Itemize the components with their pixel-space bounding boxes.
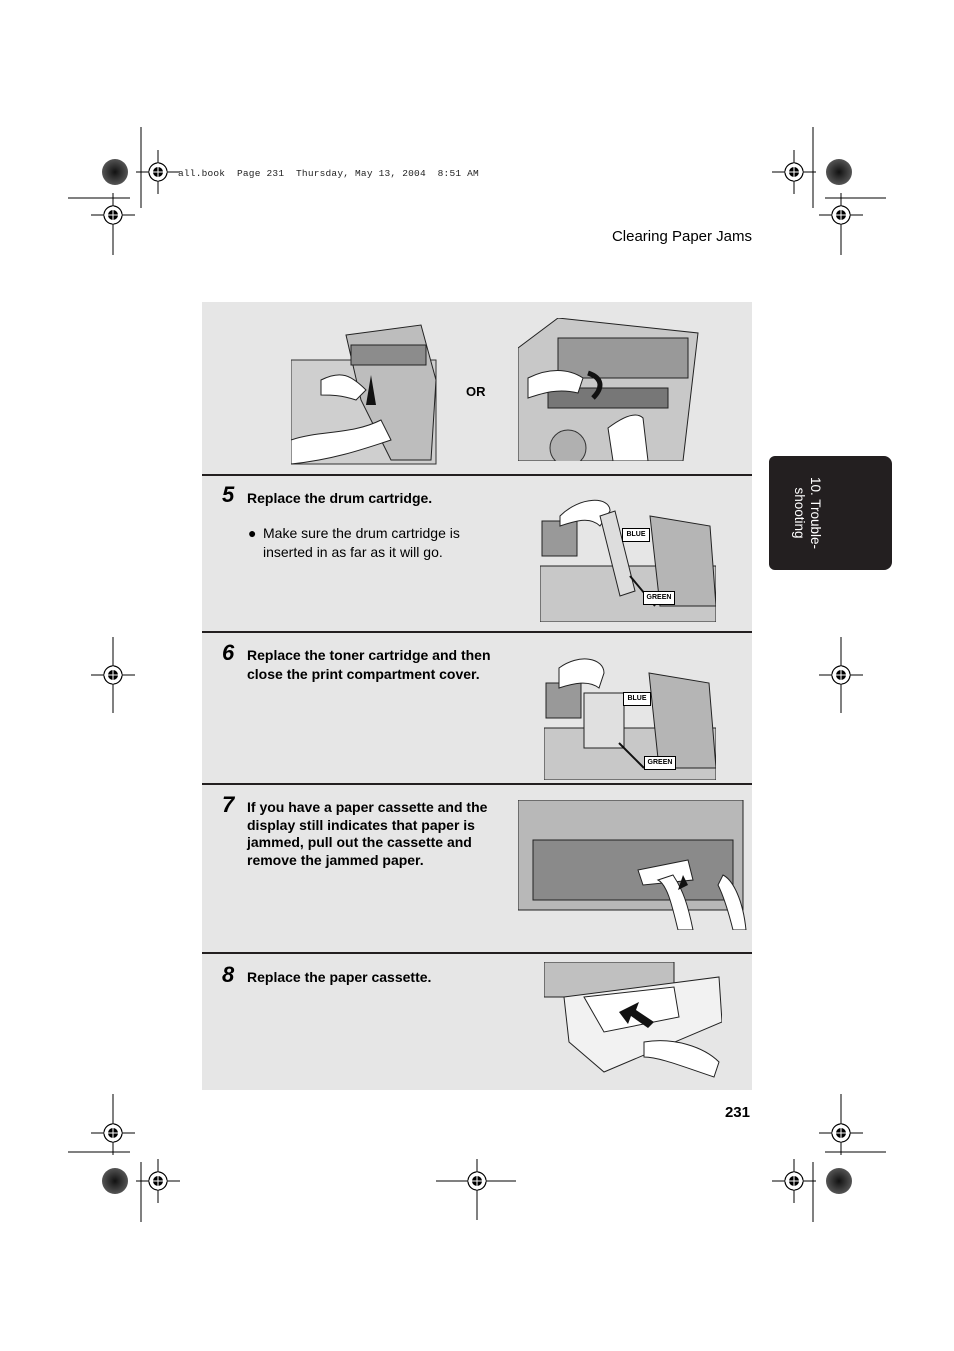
color-label: GREEN xyxy=(643,591,675,605)
color-label: BLUE xyxy=(622,528,650,542)
illustration-drum-cartridge xyxy=(540,496,716,622)
step-instruction: If you have a paper cassette and the display still indicates that paper is jammed, pull out the cassette and remove the jammed paper. xyxy=(247,799,488,868)
step-instruction: Replace the drum cartridge. xyxy=(247,490,433,506)
divider xyxy=(202,952,752,954)
bullet-note: Make sure the drum cartridge is inserted in as far as it will go. xyxy=(263,525,460,560)
running-head: Clearing Paper Jams xyxy=(611,228,752,245)
side-tab[interactable] xyxy=(769,456,892,570)
step-number: 7 xyxy=(222,792,235,817)
divider xyxy=(202,474,752,476)
illustration-open-cover-left xyxy=(291,320,441,465)
print-meta: all.book Page 231 Thursday, May 13, 2004 8:51 AM xyxy=(178,168,479,179)
illustration-replace-cassette xyxy=(544,962,722,1080)
illustration-open-cover-right xyxy=(518,318,700,461)
or-label: OR xyxy=(466,384,486,399)
page-number: 231 xyxy=(724,1104,750,1121)
side-tab-label: 10. Trouble- shooting xyxy=(792,476,823,550)
step-number: 5 xyxy=(222,482,235,507)
step-number: 6 xyxy=(222,640,235,665)
step-instruction: Replace the paper cassette. xyxy=(247,969,432,985)
divider xyxy=(202,631,752,633)
bullet-icon: ● xyxy=(248,525,257,541)
color-label: GREEN xyxy=(644,756,676,770)
step-instruction: Replace the toner cartridge and then close the print compartment cover. xyxy=(247,647,491,682)
step-number: 8 xyxy=(222,962,235,987)
illustration-paper-cassette-jam xyxy=(518,800,748,930)
divider xyxy=(202,783,752,785)
illustration-toner-cartridge xyxy=(544,658,716,780)
instruction-panel xyxy=(202,302,752,1090)
color-label: BLUE xyxy=(623,692,651,706)
